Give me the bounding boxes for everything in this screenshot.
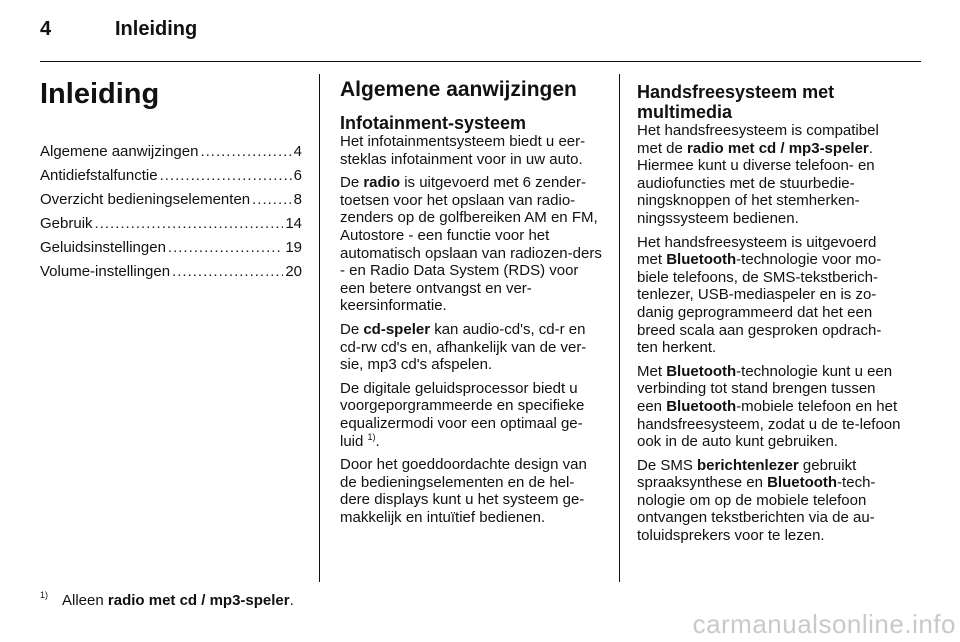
- toc-column: [40, 72, 302, 284]
- table-of-contents: [40, 140, 302, 284]
- paragraph: Door het goeddoordachte design van de bedieningselementen en de hel-dere displays kunt u het systeem ge-makkelijk en intuïtief bedienen.: [340, 456, 587, 526]
- page-number: 4: [40, 18, 52, 40]
- toc-item[interactable]: Algemene aanwijzingen ..... 4: [40, 140, 302, 164]
- toc-item[interactable]: Gebruik ..... 14: [40, 212, 302, 236]
- subsection-heading: Handsfreesysteem met multimedia: [637, 82, 835, 122]
- header-rule: [40, 61, 921, 62]
- subsection-heading: Infotainment-systeem: [340, 113, 527, 133]
- toc-item[interactable]: Volume-instellingen ..... 20: [40, 260, 302, 284]
- paragraph: Het handsfreesysteem is uitgevoerd met Bluetooth-technologie voor mo-biele telefoons, de SMS-tekstberich-tenlezer, USB-mediaspeler en is zo-danig geprogrammeerd dat het een breed scala aan gesproken opdrach-ten herkent.: [637, 233, 882, 357]
- footnote-reference[interactable]: 1): [367, 431, 376, 442]
- paragraph: De cd-speler kan audio-cd's, cd-r en cd-rw cd's en, afhankelijk van de ver-sie, mp3 cd's afspelen.: [340, 320, 587, 374]
- running-section-title: Inleiding: [115, 18, 198, 40]
- general-notes-column: [340, 72, 602, 532]
- paragraph: De digitale geluidsprocessor biedt u voorgeporgrammeerde en specifieke equalizermodi voor een optimaal ge-luid $^{1)}$.: [340, 379, 585, 450]
- paragraph: Het infotainmentsysteem biedt u eer-steklas infotainment voor in uw auto.: [340, 133, 586, 168]
- watermark: carmanualsonline.info: [692, 609, 956, 639]
- paragraph: De radio is uitgevoerd met 6 zender-toetsen voor het opslaan van radio-zenders op de golfbereiken AM en FM, Autostore - een functie voor het automatisch opslaan van radiozen-ders - en Radio Data System (RDS) voor een betere ontvangst en ver-keersinformatie.: [340, 174, 602, 315]
- chapter-title: Inleiding: [40, 78, 160, 110]
- toc-item[interactable]: Antidiefstalfunctie ..... 6: [40, 164, 302, 188]
- toc-item[interactable]: Overzicht bedieningselementen ..... 8: [40, 188, 302, 212]
- toc-item[interactable]: Geluidsinstellingen ..... 19: [40, 236, 302, 260]
- paragraph: Het handsfreesysteem is compatibel met de radio met cd / mp3-speler. Hiermee kunt u diverse telefoon- en audiofuncties met de stuurbedie-ningsknoppen of het stemherken-ningssysteem bedienen.: [637, 122, 879, 227]
- paragraph: De SMS berichtenlezer gebruikt spraaksynthese en Bluetooth-tech-nologie om op de mobiele telefoon ontvangen tekstberichten via de au-toluidsprekers voor te lezen.: [637, 456, 876, 545]
- footnote: $^{1)}$ Alleen radio met cd / mp3-speler.: [40, 590, 294, 609]
- section-heading: Algemene aanwijzingen: [340, 78, 577, 101]
- footnote-mark: 1): [40, 590, 49, 600]
- column-divider-left: [319, 74, 320, 582]
- paragraph: Met Bluetooth-technologie kunt u een verbinding tot stand brengen tussen een Bluetooth-mobiele telefoon en het handsfreesysteem, zodat u de te-lefoon ook in de auto kunt gebruiken.: [637, 362, 901, 451]
- column-divider-right: [619, 74, 620, 582]
- handsfree-column: [637, 72, 901, 551]
